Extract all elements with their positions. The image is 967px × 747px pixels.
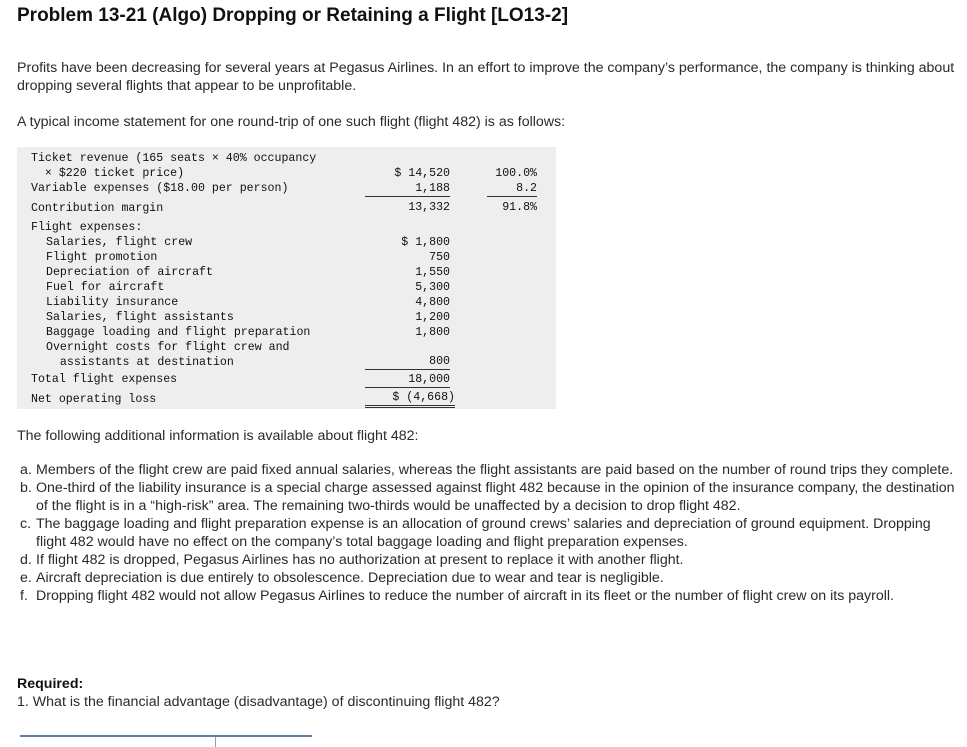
- list-item-text: Dropping flight 482 would not allow Pegasus Airlines to reduce the number of aircraft in its fleet or the number of flight crew on its payroll.: [36, 588, 895, 604]
- contribution-margin-amount: 13,332: [408, 201, 450, 214]
- net-operating-loss-label: Net operating loss: [31, 393, 157, 406]
- flight-expenses-heading: Flight expenses:: [31, 221, 143, 234]
- total-flight-expenses-amount: 18,000: [365, 372, 450, 388]
- required-heading: Required:: [17, 676, 84, 692]
- additional-info-heading: The following additional information is available about flight 482:: [17, 428, 419, 444]
- contribution-margin-label: Contribution margin: [31, 202, 164, 215]
- list-item: [20, 587, 955, 605]
- total-flight-expenses-label: Total flight expenses: [31, 373, 178, 386]
- list-item-label: a.: [20, 462, 32, 478]
- net-operating-loss-amount: $ (4,668): [365, 390, 455, 408]
- list-item-label: d.: [20, 552, 32, 568]
- variable-expenses-amount: 1,188: [365, 181, 450, 197]
- intro-paragraph: Profits have been decreasing for several years at Pegasus Airlines. In an effort to improve the company’s performance, the company is thinking about dropping several flights that appear to be unprofitable.: [17, 60, 955, 94]
- variable-expenses-label: Variable expenses ($18.00 per person): [31, 182, 289, 195]
- expense-label: Salaries, flight crew: [46, 236, 193, 249]
- expense-label: Baggage loading and flight preparation: [46, 326, 311, 339]
- list-item-text: If flight 482 is dropped, Pegasus Airlines has no authorization at present to replace it with another flight.: [36, 552, 684, 568]
- ticket-revenue-label: Ticket revenue (165 seats × 40% occupancy: [31, 152, 317, 165]
- contribution-margin-percent: 91.8%: [502, 201, 537, 214]
- expense-label: assistants at destination: [46, 356, 234, 369]
- list-item-text: Members of the flight crew are paid fixed annual salaries, whereas the flight assistants are paid based on the number of round trips they complete.: [36, 462, 954, 478]
- list-item: [20, 569, 955, 587]
- list-item-label: c.: [20, 516, 32, 532]
- additional-info-list: [20, 461, 955, 605]
- expense-amount: 1,550: [415, 266, 450, 279]
- expense-amount: 750: [429, 251, 450, 264]
- income-statement-table: [17, 147, 556, 409]
- expense-label: Flight promotion: [46, 251, 158, 264]
- expense-amount: 5,300: [415, 281, 450, 294]
- expense-amount: $ 1,800: [401, 236, 450, 249]
- variable-expenses-percent: 8.2: [487, 181, 537, 197]
- list-item-text: One-third of the liability insurance is a special charge assessed against flight 482 because in the opinion of the insurance company, the destination of the flight is in a “high-risk” area. The remaining two-thirds would be unaffected by a decision to drop flight 482.: [36, 480, 955, 514]
- list-item-text: Aircraft depreciation is due entirely to obsolescence. Depreciation due to wear and tear is negligible.: [36, 570, 664, 586]
- list-item: [20, 551, 955, 569]
- expense-amount: 4,800: [415, 296, 450, 309]
- ticket-revenue-label-cont: × $220 ticket price): [31, 167, 185, 180]
- page-title: Problem 13-21 (Algo) Dropping or Retaining a Flight [LO13-2]: [17, 5, 569, 26]
- expense-amount: 800: [365, 354, 450, 370]
- required-question: 1. What is the financial advantage (disadvantage) of discontinuing flight 482?: [17, 694, 500, 710]
- expense-label: Fuel for aircraft: [46, 281, 165, 294]
- list-item-label: f.: [20, 588, 28, 604]
- expense-amount: 1,200: [415, 311, 450, 324]
- expense-label: Liability insurance: [46, 296, 179, 309]
- expense-label: Depreciation of aircraft: [46, 266, 213, 279]
- expense-label: Overnight costs for flight crew and: [46, 341, 290, 354]
- list-item: [20, 461, 955, 479]
- answer-table[interactable]: [20, 735, 312, 747]
- expense-label: Salaries, flight assistants: [46, 311, 234, 324]
- ticket-revenue-amount: $ 14,520: [394, 167, 450, 180]
- intro-statement-lead: A typical income statement for one round-trip of one such flight (flight 482) is as follows:: [17, 114, 566, 130]
- list-item-label: e.: [20, 570, 32, 586]
- ticket-revenue-percent: 100.0%: [495, 167, 537, 180]
- list-item-label: b.: [20, 480, 32, 496]
- list-item-text: The baggage loading and flight preparation expense is an allocation of ground crews’ salaries and depreciation of ground equipment. Dropping flight 482 would have no effect on the company’s total baggage loading and flight preparation expenses.: [36, 516, 931, 550]
- list-item: [20, 479, 955, 515]
- list-item: [20, 515, 955, 551]
- expense-amount: 1,800: [415, 326, 450, 339]
